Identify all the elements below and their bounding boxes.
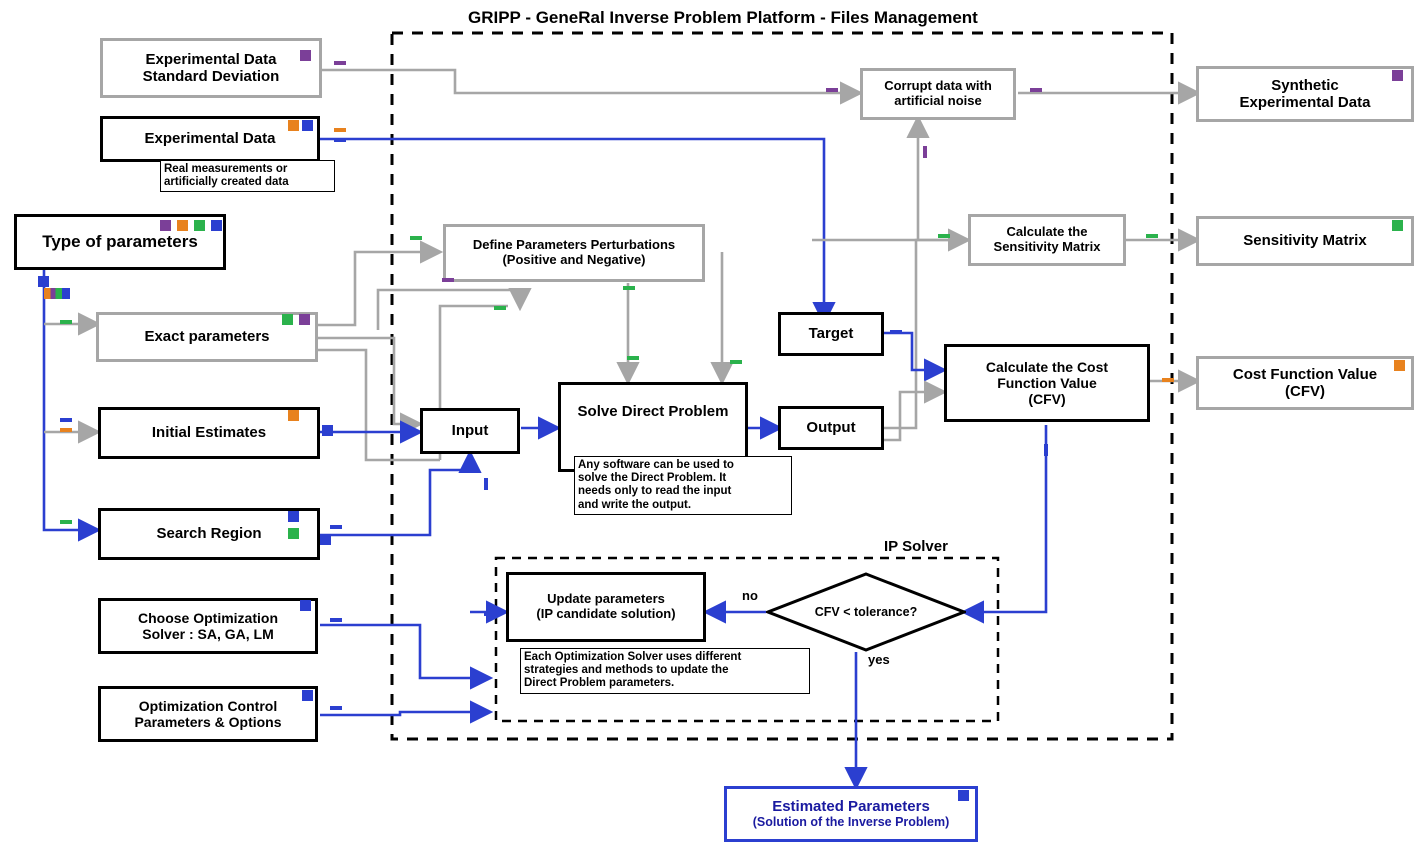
swatch-orange [1394,360,1405,371]
swatch-blue [302,120,313,131]
swatch-blue [322,425,333,436]
swatch-blue-marker [38,276,49,287]
node-sensitivity-matrix[interactable] [1196,216,1414,266]
swatch-green-dash [60,320,72,324]
node-choose-optimization-solver[interactable] [98,598,318,654]
swatch-orange [288,410,299,421]
swatch-blue [302,690,313,701]
edge-label-yes: yes [868,652,890,667]
note-line2: artificially created data [164,176,289,189]
swatch-blue-dash [330,525,342,529]
swatch-green [288,528,299,539]
swatch-green [282,314,293,325]
node-label-line1: Choose Optimization [138,609,278,626]
swatch-blue-dash [334,138,346,142]
swatch-blue-marker [320,534,331,545]
node-update-parameters[interactable] [506,572,706,642]
node-calculate-cfv[interactable] [944,344,1150,422]
node-search-region[interactable] [98,508,320,560]
node-label-line2: (Solution of the Inverse Problem) [752,815,950,830]
swatch-orange-dash [1162,378,1174,382]
decision-label: CFV < tolerance? [814,605,918,619]
node-target[interactable] [778,312,884,356]
swatch-blue [958,790,969,801]
swatch-multi-bars [44,288,70,299]
node-label-line1: Cost Function Value [1232,365,1378,383]
note-line3: Direct Problem parameters. [524,677,675,690]
node-label: Output [806,419,856,437]
swatch-purple-dash [1030,88,1042,92]
note-line4: and write the output. [578,498,692,511]
node-label-line2: Function Value [997,374,1097,391]
swatch-purple [300,50,311,61]
node-label-line3: (CFV) [1028,391,1066,408]
node-label-line1: Estimated Parameters [772,798,930,816]
swatch-green [1392,220,1403,231]
node-label-line2: Sensitivity Matrix [993,239,1101,254]
node-label-line2: (Positive and Negative) [502,252,646,267]
node-decision-cfv-tolerance[interactable] [766,572,966,652]
node-label-line2: artificial noise [894,93,982,108]
swatch-orange [177,220,188,231]
node-synthetic-experimental-data[interactable] [1196,66,1414,122]
swatch-green-dash [627,356,639,360]
note-line3: needs only to read the input [578,485,732,498]
swatch-purple-dash [826,88,838,92]
node-label: Solve Direct Problem [577,403,729,420]
ip-solver-label: IP Solver [884,538,948,555]
note-update-parameters [520,648,810,694]
note-line2: strategies and methods to update the [524,664,729,677]
node-label: Exact parameters [144,328,270,346]
swatch-green-dash [1146,234,1158,238]
node-output[interactable] [778,406,884,450]
swatch-blue-dash [60,418,72,422]
node-define-perturbations[interactable] [443,224,705,282]
node-label: Experimental Data [144,130,276,148]
swatch-green [194,220,205,231]
node-label-line2: Solver : SA, GA, LM [142,626,274,642]
swatch-orange [288,120,299,131]
page-title: GRIPP - GeneRal Inverse Problem Platform - Files Management [468,8,978,27]
node-label-line2: (CFV) [1285,383,1325,400]
node-label-line1: Update parameters [547,591,665,607]
node-label: Search Region [156,525,262,543]
node-optimization-control[interactable] [98,686,318,742]
note-line1: Each Optimization Solver uses different [524,651,742,663]
swatch-blue [288,511,299,522]
node-label-line1: Synthetic [1271,76,1339,94]
note-solve-direct-problem [574,456,792,515]
node-label-line1: Optimization Control [138,697,278,714]
node-estimated-parameters[interactable] [724,786,978,842]
swatch-green-dash [623,286,635,290]
node-label-line1: Corrupt data with [884,78,992,94]
node-label-line2: Standard Deviation [142,68,280,85]
swatch-purple [1392,70,1403,81]
note-line1: Any software can be used to [578,459,734,471]
swatch-blue-dash-vert [1044,444,1048,456]
node-label-line1: Calculate the [1006,224,1088,240]
swatch-blue-dash [330,706,342,710]
node-label: Input [451,422,489,440]
node-label: Type of parameters [42,232,198,252]
note-line1: Real measurements or [164,163,288,175]
node-initial-estimates[interactable] [98,407,320,459]
swatch-green-dash [730,360,742,364]
swatch-purple-dash [334,61,346,65]
swatch-purple-dash-vert [923,146,927,158]
edge-label-no: no [742,588,758,603]
swatch-green-dash [410,236,422,240]
swatch-green-dash [938,234,950,238]
swatch-purple-dash [442,278,454,282]
node-label-line1: Define Parameters Perturbations [472,237,676,253]
note-experimental-data [160,160,335,192]
node-label-line1: Calculate the Cost [985,358,1109,375]
node-label-line2: Experimental Data [1239,94,1371,111]
swatch-purple [160,220,171,231]
node-label: Sensitivity Matrix [1243,232,1367,250]
swatch-blue [211,220,222,231]
swatch-blue [300,600,311,611]
node-experimental-data-std[interactable] [100,38,322,98]
swatch-blue-dash [484,612,496,616]
node-cost-function-value[interactable] [1196,356,1414,410]
node-input[interactable] [420,408,520,454]
swatch-blue-dash [330,618,342,622]
swatch-blue-dash [484,478,488,490]
node-label-line2: Parameters & Options [134,714,282,730]
node-label: Target [808,325,854,343]
node-label-line2: (IP candidate solution) [536,606,676,621]
node-calculate-sensitivity[interactable] [968,214,1126,266]
node-experimental-data[interactable] [100,116,320,162]
node-corrupt-data[interactable] [860,68,1016,120]
swatch-orange-dash [60,428,72,432]
note-line2: solve the Direct Problem. It [578,472,727,485]
swatch-purple [299,314,310,325]
swatch-orange-dash [334,128,346,132]
node-label: Initial Estimates [151,424,267,442]
node-label-line1: Experimental Data [145,50,277,68]
swatch-green-dash [60,520,72,524]
swatch-blue-dash [890,330,902,334]
swatch-green-dash [494,306,506,310]
